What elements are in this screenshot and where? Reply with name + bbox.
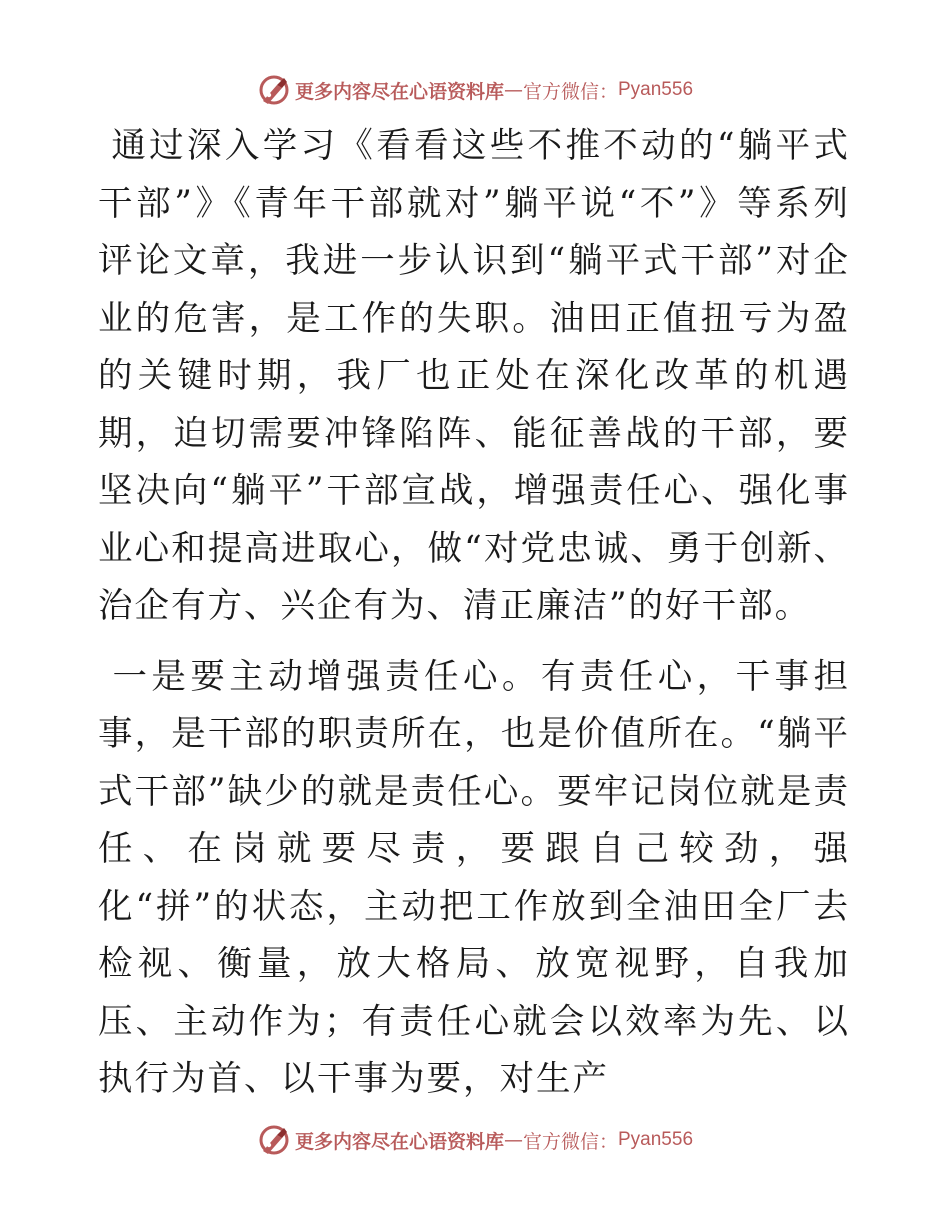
banner-main-text: 更多内容尽在心语资料库 <box>294 80 504 103</box>
paragraph-responsibility-text: 一是要主动增强责任心。有责任心，干事担事，是干部的职责所在，也是价值所在。“躺平式干部”缺少的就是责任心。要牢记岗位就是责任、在岗就要尽责，要跟自己较劲，强化“拼”的状态，主动把工作放到全油田全厂去检视、衡量，放大格局、放宽视野，自我加压、主动作为；有责任心就会以效率为先、以执行为首、以干事为要，对生产 <box>98 656 850 1099</box>
banner-wechat-label: 官方微信： <box>522 1130 618 1153</box>
pen-logo-icon <box>257 1123 291 1157</box>
paragraph-intro-text: 通过深入学习《看看这些不推不动的“躺平式干部”》《青年干部就对”躺平说“不”》等系列评论文章，我进一步认识到“躺平式干部”对企业的危害，是工作的失职。油田正值扭亏为盈的关键时期，我厂也正处在深化改革的机遇期，迫切需要冲锋陷阵、能征善战的干部，要坚决向“躺平”干部宣战，增强责任心、强化事业心和提高进取心，做“对党忠诚、勇于创新、治企有方、兴企有为、清正廉洁”的好干部。 <box>98 126 850 626</box>
document-body <box>98 118 850 1109</box>
paragraph-responsibility <box>98 649 850 1109</box>
banner-dash: — <box>503 1129 523 1151</box>
paragraph-intro <box>98 118 850 636</box>
pen-logo-icon <box>257 73 291 107</box>
banner-dash: — <box>503 79 523 101</box>
banner-wechat-id: Pyan556 <box>618 79 694 100</box>
banner-wechat-id: Pyan556 <box>618 1129 694 1150</box>
header-banner <box>0 70 950 110</box>
banner-wechat-label: 官方微信： <box>522 80 618 103</box>
banner-main-text: 更多内容尽在心语资料库 <box>294 1130 504 1153</box>
footer-banner <box>0 1120 950 1160</box>
